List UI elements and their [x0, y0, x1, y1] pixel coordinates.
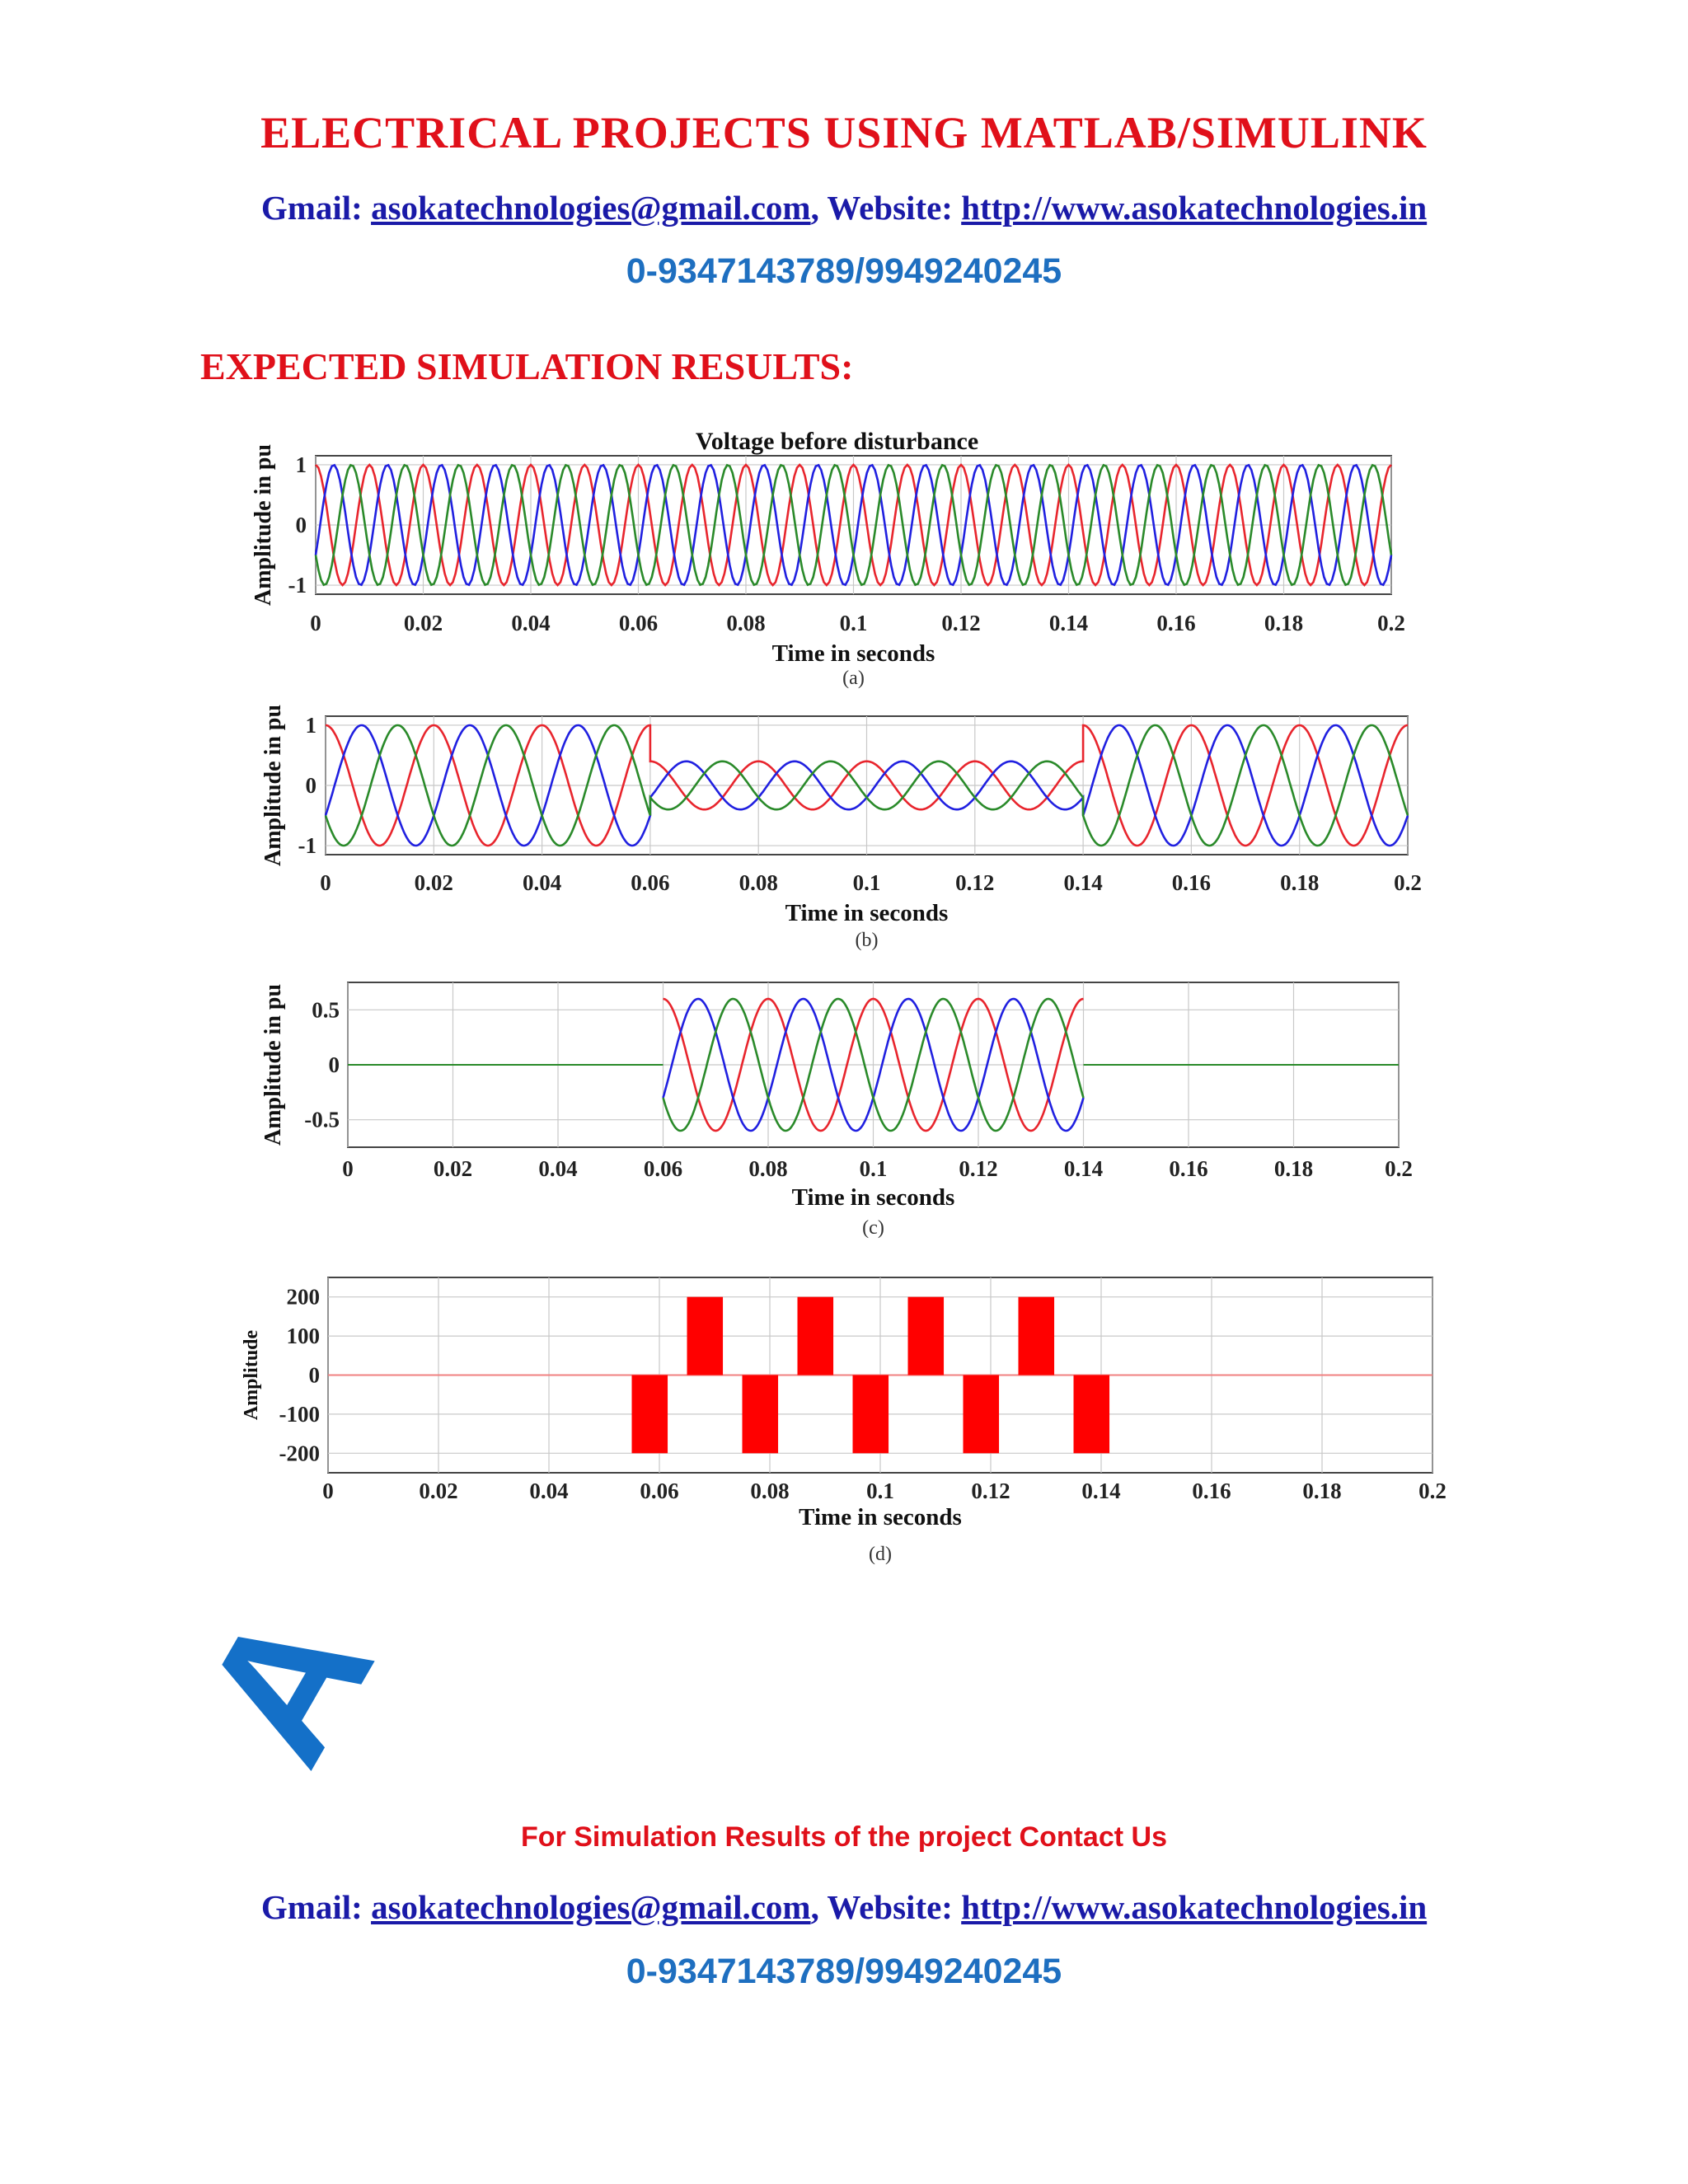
x-axis-label: Time in seconds	[799, 1504, 962, 1530]
y-tick-label: 1	[295, 452, 307, 477]
footer-gmail-link[interactable]: asokatechnologies@gmail.com	[371, 1888, 811, 1926]
x-tick-label: 0.02	[414, 870, 453, 895]
x-tick-label: 0.06	[618, 611, 659, 635]
pulse-bar	[687, 1297, 724, 1376]
x-tick-label: 0.18	[1302, 1479, 1342, 1503]
watermark-text: A	[160, 1571, 413, 1796]
y-axis-label: Amplitude in pu	[260, 983, 286, 1146]
x-tick-label: 0.14	[1048, 611, 1089, 635]
y-axis-label: Amplitude in pu	[260, 704, 286, 867]
x-tick-label: 0.12	[959, 1156, 998, 1181]
y-axis-label: Amplitude in pu	[251, 443, 276, 607]
x-tick-label: 0.16	[1156, 611, 1196, 635]
y-tick-label: -0.5	[304, 1107, 340, 1132]
pulse-bar	[632, 1376, 668, 1454]
x-tick-label: 0.12	[941, 611, 981, 635]
x-tick-label: 0.02	[419, 1479, 458, 1503]
x-tick-label: 0.04	[511, 611, 551, 635]
section-heading: EXPECTED SIMULATION RESULTS:	[200, 345, 854, 387]
gmail-label: Gmail:	[260, 189, 363, 227]
y-tick-label: 0	[328, 1052, 340, 1077]
x-axis-label: Time in seconds	[791, 1184, 955, 1211]
pulse-bar	[853, 1376, 889, 1454]
gmail-link[interactable]: asokatechnologies@gmail.com	[371, 189, 811, 227]
x-tick-label: 0.1	[859, 1156, 888, 1181]
x-tick-label: 0.1	[866, 1479, 894, 1503]
x-tick-label: 0.06	[643, 1156, 683, 1181]
y-tick-label: -1	[288, 573, 307, 598]
page-title: ELECTRICAL PROJECTS USING MATLAB/SIMULINK	[260, 108, 1428, 157]
header-phone: 0-9347143789/9949240245	[626, 251, 1062, 291]
x-tick-label: 0.14	[1081, 1479, 1121, 1503]
figure-caption: (d)	[869, 1544, 892, 1565]
pulse-bar	[1074, 1376, 1110, 1454]
x-tick-label: 0.02	[403, 611, 443, 635]
footer-gmail-label: Gmail:	[260, 1888, 363, 1926]
y-tick-label: -100	[279, 1401, 320, 1427]
x-tick-label: 0.04	[538, 1156, 578, 1181]
y-tick-label: 100	[286, 1324, 320, 1349]
x-tick-label: 0.2	[1377, 611, 1405, 635]
x-tick-label: 0.08	[726, 611, 766, 635]
y-tick-label: -200	[279, 1441, 320, 1466]
y-tick-label: 0	[308, 1362, 320, 1388]
x-tick-label: 0.2	[1418, 1479, 1447, 1503]
x-tick-label: 0.12	[971, 1479, 1010, 1503]
x-axis-label: Time in seconds	[771, 640, 935, 667]
x-tick-label: 0.08	[748, 1156, 788, 1181]
figure-caption: (c)	[862, 1217, 884, 1239]
footer-website-label: , Website:	[810, 1888, 953, 1926]
website-link[interactable]: http://www.asokatechnologies.in	[961, 189, 1428, 227]
x-tick-label: 0	[310, 611, 321, 635]
x-tick-label: 0.2	[1394, 870, 1422, 895]
chart-title: Voltage before disturbance	[695, 428, 979, 455]
y-tick-label: 0	[305, 773, 316, 798]
x-tick-label: 0.16	[1192, 1479, 1231, 1503]
x-tick-label: 0.1	[852, 870, 881, 895]
x-tick-label: 0.06	[631, 870, 670, 895]
x-tick-label: 0.18	[1273, 1156, 1314, 1181]
footer-note: For Simulation Results of the project Contact Us	[521, 1821, 1167, 1853]
x-tick-label: 0.04	[522, 870, 562, 895]
x-axis-label: Time in seconds	[785, 900, 949, 926]
x-tick-label: 0.1	[839, 611, 868, 635]
y-axis-label: Amplitude	[241, 1329, 262, 1421]
x-tick-label: 0.12	[955, 870, 995, 895]
pulse-bar	[908, 1297, 945, 1376]
x-tick-label: 0	[320, 870, 331, 895]
figure-caption: (a)	[842, 668, 865, 689]
y-tick-label: 1	[305, 712, 316, 738]
x-tick-label: 0	[342, 1156, 354, 1181]
footer-contact-line	[0, 1887, 1688, 1927]
website-label: , Website:	[810, 189, 953, 227]
footer-phone: 0-9347143789/9949240245	[626, 1952, 1062, 1991]
pulse-bar	[964, 1376, 1000, 1454]
x-tick-label: 0.08	[738, 870, 778, 895]
x-tick-label: 0.14	[1063, 870, 1103, 895]
y-tick-label: 200	[286, 1284, 320, 1310]
pulse-bar	[1019, 1297, 1055, 1376]
x-tick-label: 0.18	[1280, 870, 1320, 895]
x-tick-label: 0.18	[1264, 611, 1304, 635]
footer-website-link[interactable]: http://www.asokatechnologies.in	[961, 1888, 1428, 1926]
figure-caption: (b)	[855, 930, 879, 951]
pulse-bar	[743, 1376, 779, 1454]
x-tick-label: 0.2	[1385, 1156, 1413, 1181]
x-tick-label: 0.08	[750, 1479, 790, 1503]
x-tick-label: 0.16	[1169, 1156, 1208, 1181]
x-tick-label: 0.04	[529, 1479, 569, 1503]
y-tick-label: -1	[298, 833, 316, 859]
x-tick-label: 0.14	[1063, 1156, 1104, 1181]
x-tick-label: 0.02	[433, 1156, 473, 1181]
y-tick-label: 0	[295, 513, 307, 537]
x-tick-label: 0	[322, 1479, 334, 1503]
x-tick-label: 0.06	[640, 1479, 679, 1503]
pulse-bar	[798, 1297, 834, 1376]
y-tick-label: 0.5	[312, 997, 340, 1023]
x-tick-label: 0.16	[1171, 870, 1212, 895]
